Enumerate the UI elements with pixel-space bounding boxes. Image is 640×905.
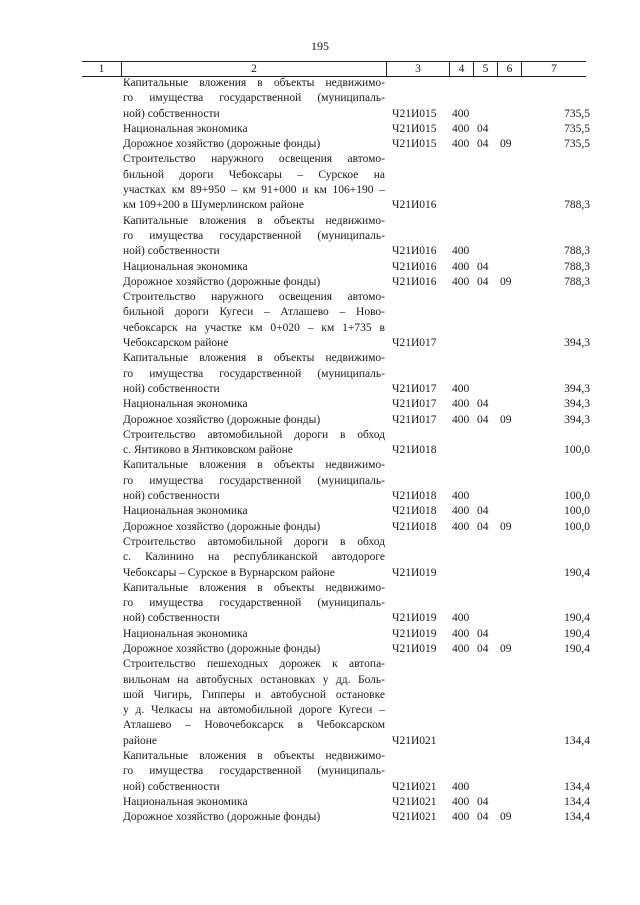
row-program-code: Ч21И017	[392, 398, 437, 411]
row-item-name-line: Дорожное хозяйство (дорожные фонды)	[123, 275, 321, 288]
table-row	[0, 397, 640, 412]
table-row	[0, 810, 640, 825]
row-amount: 735,5	[564, 122, 590, 135]
row-item-name	[123, 397, 385, 412]
row-amount: 735,5	[564, 107, 590, 120]
row-item-name-line: Национальная экономика	[123, 398, 248, 411]
row-program-code: Ч21И021	[392, 780, 437, 793]
column-header-3: 3	[386, 62, 449, 76]
table-row	[0, 260, 640, 275]
row-program-code: Ч21И015	[392, 107, 437, 120]
row-subsection: 09	[500, 138, 512, 151]
row-item-name-line: ной) собственности	[123, 107, 220, 120]
row-item-name-line: Капитальные вложения в объекты недвижимо-	[123, 214, 385, 227]
table-body	[0, 76, 640, 826]
row-item-name	[123, 290, 385, 351]
row-program-code: Ч21И018	[392, 444, 437, 457]
row-amount: 788,3	[564, 199, 590, 212]
row-program-code: Ч21И016	[392, 245, 437, 258]
table-row	[0, 795, 640, 810]
row-program-code: Ч21И019	[392, 627, 437, 640]
row-expense-type: 400	[452, 520, 470, 533]
row-amount: 134,4	[564, 795, 590, 808]
row-item-name-line: бильной дороги Кугеси – Атлашево – Ново-	[123, 306, 385, 319]
row-item-name	[123, 581, 385, 627]
table-row	[0, 581, 640, 627]
row-program-code: Ч21И015	[392, 122, 437, 135]
row-item-name-line: вильонам на автобусных остановках у дд. Боль-	[123, 673, 385, 686]
row-item-name	[123, 351, 385, 397]
row-item-name	[123, 795, 385, 810]
row-item-name-line: ной) собственности	[123, 490, 220, 503]
table-row	[0, 749, 640, 795]
table-row	[0, 214, 640, 260]
table-row	[0, 520, 640, 535]
row-item-name-line: Строительство наружного освещения автомо-	[123, 291, 385, 304]
page-number: 195	[311, 39, 329, 53]
row-expense-type: 400	[452, 122, 470, 135]
row-item-name-line: Капитальные вложения в объекты недвижимо-	[123, 77, 385, 89]
row-item-name-line: ной) собственности	[123, 780, 220, 793]
row-program-code: Ч21И017	[392, 337, 437, 350]
row-item-name	[123, 535, 385, 581]
row-item-name	[123, 428, 385, 459]
row-program-code: Ч21И017	[392, 413, 437, 426]
row-item-name-line: Дорожное хозяйство (дорожные фонды)	[123, 413, 321, 426]
row-item-name-line: участках км 89+950 – км 91+000 и км 106+190 –	[123, 184, 385, 197]
row-item-name	[123, 260, 385, 275]
row-amount: 788,3	[564, 245, 590, 258]
row-item-name-line: Капитальные вложения в объекты недвижимо-	[123, 750, 385, 763]
row-item-name	[123, 504, 385, 519]
row-item-name-line: шой Чигирь, Гипперы и автобусной остановке	[123, 688, 385, 701]
row-program-code: Ч21И021	[392, 734, 437, 747]
row-item-name-line: го имущества государственной (муниципаль-	[123, 765, 385, 778]
table-column-header	[82, 61, 586, 77]
table-row	[0, 275, 640, 290]
row-program-code: Ч21И019	[392, 642, 437, 655]
table-row	[0, 413, 640, 428]
row-item-name-line: го имущества государственной (муниципаль-	[123, 597, 385, 610]
row-item-name-line: с. Калинино на республиканской автодороге	[123, 551, 385, 564]
row-subsection: 09	[500, 275, 512, 288]
row-item-name	[123, 657, 385, 749]
row-item-name-line: Атлашево – Новочебоксарск в Чебоксарском	[123, 719, 385, 732]
row-section: 04	[477, 122, 489, 135]
row-section: 04	[477, 642, 489, 655]
row-item-name-line: го имущества государственной (муниципаль-	[123, 92, 385, 105]
row-expense-type: 400	[452, 490, 470, 503]
row-item-name	[123, 749, 385, 795]
row-item-name-line: ной) собственности	[123, 612, 220, 625]
row-program-code: Ч21И019	[392, 612, 437, 625]
row-amount: 394,3	[564, 413, 590, 426]
table-row	[0, 351, 640, 397]
row-amount: 100,0	[564, 520, 590, 533]
row-item-name-line: районе	[123, 734, 158, 747]
table-row	[0, 535, 640, 581]
row-item-name-line: Национальная экономика	[123, 122, 248, 135]
row-item-name	[123, 137, 385, 152]
row-item-name	[123, 627, 385, 642]
row-item-name-line: Строительство пешеходных дорожек к автопа-	[123, 658, 385, 671]
row-section: 04	[477, 398, 489, 411]
row-item-name-line: ной) собственности	[123, 382, 220, 395]
row-amount: 394,3	[564, 398, 590, 411]
row-program-code: Ч21И017	[392, 382, 437, 395]
row-item-name	[123, 76, 385, 122]
row-item-name	[123, 122, 385, 137]
row-expense-type: 400	[452, 413, 470, 426]
row-amount: 100,0	[564, 505, 590, 518]
row-item-name-line: км 109+200 в Шумерлинском районе	[123, 199, 304, 212]
row-amount: 190,4	[564, 627, 590, 640]
row-amount: 134,4	[564, 780, 590, 793]
row-item-name	[123, 214, 385, 260]
row-amount: 190,4	[564, 566, 590, 579]
row-expense-type: 400	[452, 275, 470, 288]
row-item-name	[123, 275, 385, 290]
table-row	[0, 152, 640, 213]
row-item-name-line: чебоксарск на участке км 0+020 – км 1+735 в	[123, 321, 385, 334]
row-item-name-line: го имущества государственной (муниципаль-	[123, 367, 385, 380]
row-item-name-line: Национальная экономика	[123, 795, 248, 808]
row-item-name	[123, 810, 385, 825]
row-section: 04	[477, 413, 489, 426]
row-expense-type: 400	[452, 612, 470, 625]
column-header-5: 5	[473, 62, 497, 76]
row-item-name	[123, 520, 385, 535]
row-program-code: Ч21И021	[392, 795, 437, 808]
row-section: 04	[477, 795, 489, 808]
row-item-name-line: го имущества государственной (муниципаль-	[123, 229, 385, 242]
row-section: 04	[477, 811, 489, 824]
row-section: 04	[477, 627, 489, 640]
row-item-name-line: Дорожное хозяйство (дорожные фонды)	[123, 138, 321, 151]
row-amount: 394,3	[564, 337, 590, 350]
row-section: 04	[477, 275, 489, 288]
row-program-code: Ч21И018	[392, 490, 437, 503]
row-expense-type: 400	[452, 505, 470, 518]
row-program-code: Ч21И015	[392, 138, 437, 151]
row-item-name-line: Дорожное хозяйство (дорожные фонды)	[123, 642, 321, 655]
row-expense-type: 400	[452, 627, 470, 640]
table-row	[0, 76, 640, 122]
row-amount: 100,0	[564, 444, 590, 457]
row-item-name	[123, 413, 385, 428]
row-item-name-line: Чебоксары – Сурское в Вурнарском районе	[123, 566, 335, 579]
row-program-code: Ч21И018	[392, 520, 437, 533]
column-header-7: 7	[521, 62, 586, 76]
row-section: 04	[477, 505, 489, 518]
row-item-name-line: Строительство автомобильной дороги в обход	[123, 428, 385, 441]
row-expense-type: 400	[452, 811, 470, 824]
row-amount: 134,4	[564, 734, 590, 747]
row-amount: 190,4	[564, 612, 590, 625]
table-row	[0, 458, 640, 504]
row-amount: 190,4	[564, 642, 590, 655]
row-expense-type: 400	[452, 642, 470, 655]
row-program-code: Ч21И021	[392, 811, 437, 824]
row-amount: 788,3	[564, 275, 590, 288]
row-amount: 394,3	[564, 382, 590, 395]
row-item-name-line: с. Янтиково в Янтиковском районе	[123, 444, 293, 457]
row-item-name-line: Строительство автомобильной дороги в обход	[123, 535, 385, 548]
column-header-2: 2	[121, 62, 386, 76]
row-amount: 788,3	[564, 260, 590, 273]
row-item-name-line: Национальная экономика	[123, 260, 248, 273]
row-item-name-line: Дорожное хозяйство (дорожные фонды)	[123, 811, 321, 824]
table-row	[0, 122, 640, 137]
row-amount: 100,0	[564, 490, 590, 503]
column-header-6: 6	[497, 62, 521, 76]
row-item-name-line: Национальная экономика	[123, 627, 248, 640]
row-section: 04	[477, 138, 489, 151]
row-subsection: 09	[500, 642, 512, 655]
row-expense-type: 400	[452, 107, 470, 120]
row-expense-type: 400	[452, 260, 470, 273]
row-subsection: 09	[500, 520, 512, 533]
row-item-name-line: Чебоксарском районе	[123, 337, 229, 350]
row-section: 04	[477, 260, 489, 273]
row-item-name-line: бильной дороги Чебоксары – Сурское на	[123, 168, 385, 181]
row-item-name-line: Капитальные вложения в объекты недвижимо-	[123, 352, 385, 365]
column-header-1: 1	[98, 63, 105, 75]
row-item-name	[123, 152, 385, 213]
row-subsection: 09	[500, 811, 512, 824]
row-item-name-line: у д. Челкасы на автомобильной дороге Кугеси –	[123, 704, 385, 717]
row-expense-type: 400	[452, 138, 470, 151]
row-program-code: Ч21И018	[392, 505, 437, 518]
row-expense-type: 400	[452, 245, 470, 258]
row-expense-type: 400	[452, 382, 470, 395]
row-item-name-line: Национальная экономика	[123, 505, 248, 518]
row-item-name-line: го имущества государственной (муниципаль-	[123, 474, 385, 487]
row-item-name-line: Капитальные вложения в объекты недвижимо-	[123, 459, 385, 472]
row-program-code: Ч21И019	[392, 566, 437, 579]
row-section: 04	[477, 520, 489, 533]
table-row	[0, 657, 640, 749]
table-row	[0, 290, 640, 351]
table-row	[0, 627, 640, 642]
column-header-4: 4	[449, 62, 473, 76]
table-row	[0, 642, 640, 657]
row-program-code: Ч21И016	[392, 260, 437, 273]
table-row	[0, 137, 640, 152]
row-amount: 735,5	[564, 138, 590, 151]
row-item-name-line: Капитальные вложения в объекты недвижимо-	[123, 581, 385, 594]
row-expense-type: 400	[452, 795, 470, 808]
row-subsection: 09	[500, 413, 512, 426]
row-item-name	[123, 458, 385, 504]
row-item-name-line: Дорожное хозяйство (дорожные фонды)	[123, 520, 321, 533]
table-row	[0, 504, 640, 519]
row-expense-type: 400	[452, 780, 470, 793]
row-item-name-line: Строительство наружного освещения автомо-	[123, 153, 385, 166]
row-program-code: Ч21И016	[392, 199, 437, 212]
row-expense-type: 400	[452, 398, 470, 411]
row-item-name	[123, 642, 385, 657]
row-program-code: Ч21И016	[392, 275, 437, 288]
row-item-name-line: ной) собственности	[123, 245, 220, 258]
table-row	[0, 428, 640, 459]
row-amount: 134,4	[564, 811, 590, 824]
